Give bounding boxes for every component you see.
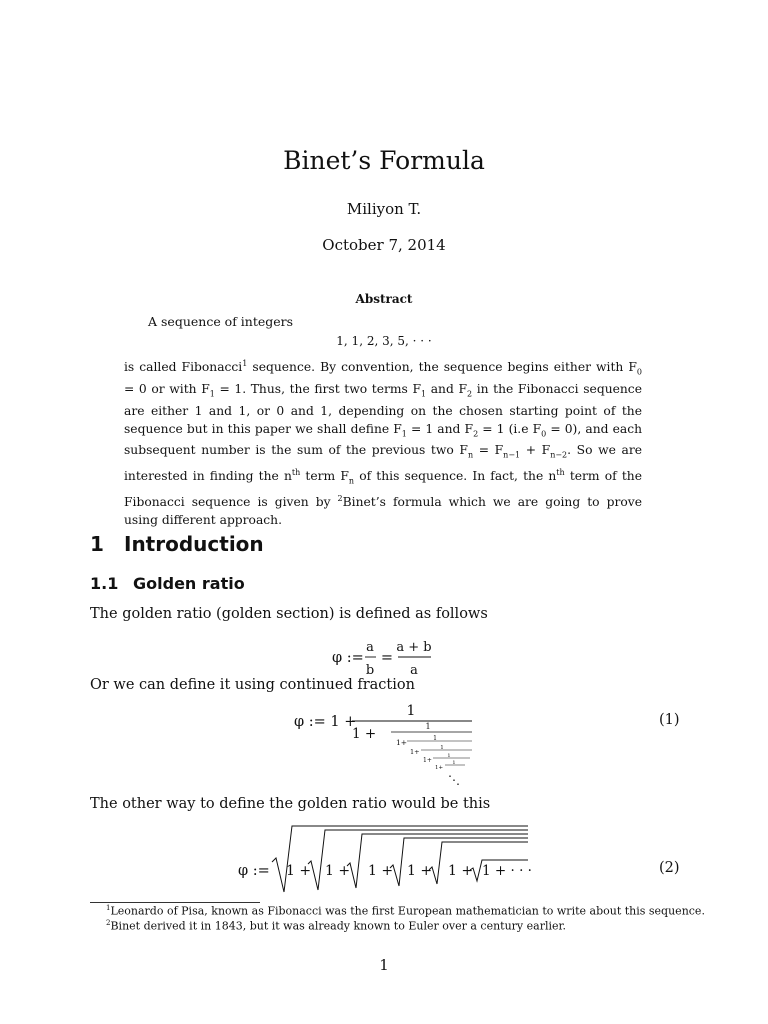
svg-text:1: 1 bbox=[425, 722, 431, 731]
equation-number-2: (2) bbox=[659, 860, 680, 876]
svg-text:φ :=: φ := bbox=[238, 863, 270, 879]
svg-text:1 +: 1 + bbox=[448, 863, 474, 879]
svg-text:1+: 1+ bbox=[435, 765, 444, 771]
author: Miliyon T. bbox=[346, 200, 422, 218]
svg-text:a: a bbox=[410, 663, 418, 678]
svg-text:1 + · · ·: 1 + · · · bbox=[482, 863, 532, 879]
equation-golden-ratio bbox=[320, 634, 450, 678]
footnote-mark-1: 1 bbox=[242, 359, 248, 368]
abstract-intro: A sequence of integers bbox=[148, 314, 294, 329]
svg-text:1: 1 bbox=[452, 760, 456, 766]
equation-nested-radical bbox=[232, 820, 537, 896]
abstract-body: is called Fibonacci$^1$ sequence. By convention, the sequence begins either with $F_0 = 0$ or with $F_1 = 1$. Thus, the first two terms $F_1$ and $F_2$ in the Fibonacci sequence are either 1 and 1, or 0 and 1, depending on the chosen starting point of the sequence but in this paper we shall define $F_1 = 1$ and $F_2 = 1$ (i.e $F_0 = 0$), and each subsequent number is the sum of the previous two $F_n = F_{n-1} + F_{n-2}$. So we are interested in finding the $n^{th}$ term $F_n$ of this sequence. In fact, the $n^{th}$ term of the Fibonacci sequence is given by $^2$Binet’s formula which we are going to prove using different approach. bbox=[124, 359, 643, 528]
svg-text:1 +: 1 + bbox=[286, 863, 312, 879]
paragraph-nested-radical: The other way to define the golden ratio would be this bbox=[90, 796, 491, 812]
svg-text:1 +: 1 + bbox=[352, 726, 377, 742]
paragraph-continued-fraction: Or we can define it using continued fraction bbox=[90, 677, 415, 693]
svg-text:1+: 1+ bbox=[396, 738, 408, 747]
svg-text:1: 1 bbox=[440, 745, 444, 751]
svg-text:φ :=: φ := bbox=[332, 650, 364, 666]
svg-text:1 +: 1 + bbox=[407, 863, 433, 879]
footnote-1: $^1$Leonardo of Pisa, known as Fibonacci was the first European mathematician to write about this sequence. bbox=[106, 904, 705, 918]
page-number: 1 bbox=[379, 956, 389, 974]
svg-text:1 +: 1 + bbox=[325, 863, 351, 879]
equation-continued-fraction bbox=[290, 698, 485, 792]
date: October 7, 2014 bbox=[322, 236, 446, 254]
svg-text:1+: 1+ bbox=[423, 757, 432, 764]
svg-text:=: = bbox=[380, 650, 394, 666]
paragraph-golden-definition: The golden ratio (golden section) is defined as follows bbox=[90, 606, 488, 622]
abstract-heading: Abstract bbox=[355, 292, 413, 306]
section-heading: 1 Introduction bbox=[90, 532, 264, 556]
equation-number-1: (1) bbox=[659, 712, 680, 728]
svg-text:a + b: a + b bbox=[396, 640, 432, 655]
svg-text:φ := 1 +: φ := 1 + bbox=[294, 714, 357, 730]
svg-text:1: 1 bbox=[433, 735, 437, 742]
svg-text:⋱: ⋱ bbox=[448, 773, 460, 787]
fibonacci-sequence: 1, 1, 2, 3, 5, · · · bbox=[336, 334, 432, 348]
svg-text:a: a bbox=[366, 640, 374, 655]
svg-text:1: 1 bbox=[406, 703, 416, 719]
footnote-rule bbox=[90, 902, 260, 903]
svg-text:1+: 1+ bbox=[410, 748, 420, 756]
subsection-heading: 1.1 Golden ratio bbox=[90, 574, 245, 593]
footnote-2: $^2$Binet derived it in 1843, but it was already known to Euler over a century earlier. bbox=[106, 919, 567, 933]
paper-title: Binet’s Formula bbox=[283, 146, 485, 175]
svg-text:1 +: 1 + bbox=[368, 863, 394, 879]
svg-text:1: 1 bbox=[447, 753, 451, 759]
footnote-mark-2: 2 bbox=[337, 494, 343, 504]
svg-text:b: b bbox=[365, 663, 375, 678]
